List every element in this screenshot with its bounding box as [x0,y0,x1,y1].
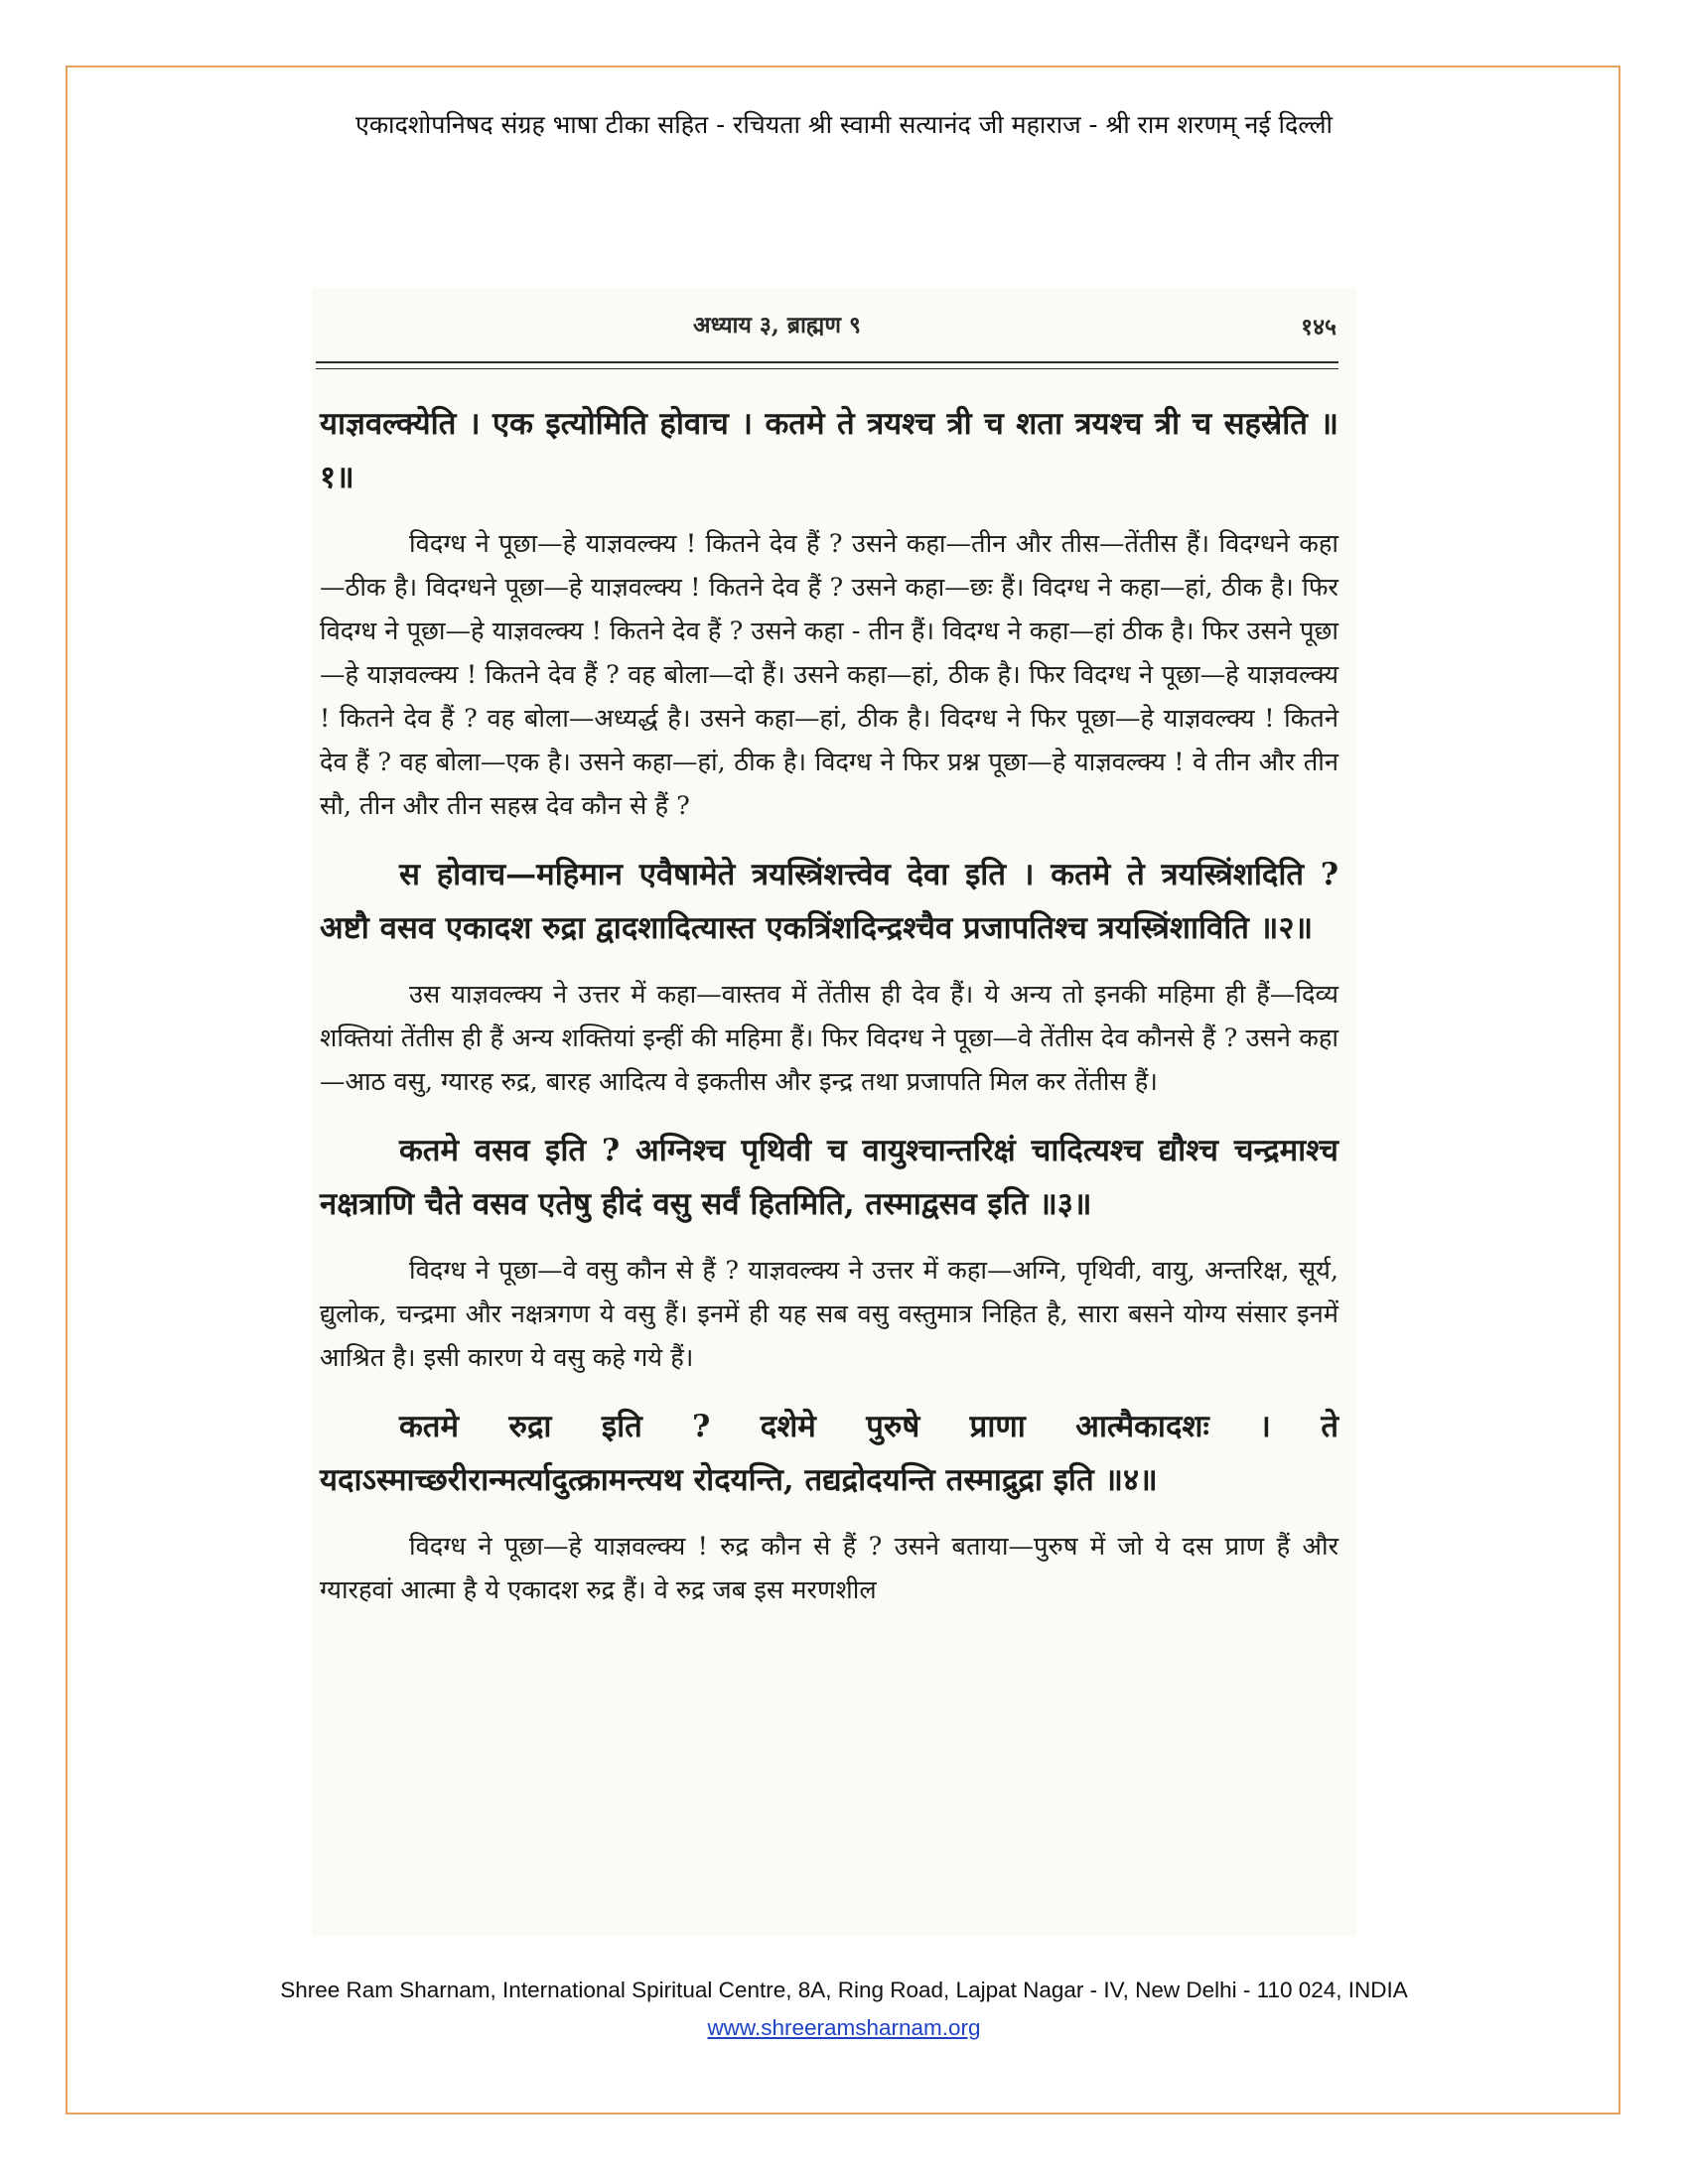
footer-website [0,2015,1688,2041]
header-rule [316,361,1338,369]
running-head [312,308,1356,347]
gloss-3: विदग्ध ने पूछा—वे वसु कौन से हैं ? याज्ञवल्क्य ने उत्तर में कहा—अग्नि, पृथिवी, वायु, अन्तरिक्ष, सूर्य, द्युलोक, चन्द्रमा और नक्षत्रगण ये वसु हैं। इनमें ही यह सब वसु वस्तुमात्र निहित है, सारा बसने योग्य संसार इनमें आश्रित है। इसी कारण ये वसु कहे गये हैं। [320,1256,1338,1373]
verse-4: कतमे रुद्रा इति ? दशेमे पुरुषे प्राणा आत्मैकादशः । ते यदाऽस्माच्छरीरान्मर्त्यादुत्क्रामन्त्यथ रोदयन्ति, तद्यद्रोदयन्ति तस्माद्रुद्रा इति ॥४॥ [320,1409,1338,1498]
footer-address: Shree Ram Sharnam, International Spiritual Centre, 8A, Ring Road, Lajpat Nagar - IV, New Delhi - 110 024, INDIA [280,1978,1408,2002]
verse-3: कतमे वसव इति ? अग्निश्च पृथिवी च वायुश्चान्तरिक्षं चादित्यश्च द्यौश्च चन्द्रमाश्च नक्षत्राणि चैते वसव एतेषु हीदं वसु सर्वं हितमिति, तस्माद्वसव इति ॥३॥ [320,1133,1338,1222]
chapter-heading: अध्याय ३, ब्राह्मण ९ [693,312,861,339]
website-link[interactable]: www.shreeramsharnam.org [707,2015,981,2040]
verse-1: याज्ञवल्क्येति । एक इत्योमिति होवाच । कतमे ते त्रयश्च त्री च शता त्रयश्च त्री च सहस्रेति ॥१॥ [320,406,1338,495]
gloss-4: विदग्ध ने पूछा—हे याज्ञवल्क्य ! रुद्र कौन से हैं ? उसने बताया—पुरुष में जो ये दस प्राण हैं और ग्यारहवां आत्मा है ये एकादश रुद्र हैं। वे रुद्र जब इस मरणशील [320,1532,1338,1605]
page-number: १४५ [1301,314,1336,341]
gloss-1: विदग्ध ने पूछा—हे याज्ञवल्क्य ! कितने देव हैं ? उसने कहा—तीन और तीस—तेंतीस हैं। विदग्धने कहा—ठीक है। विदग्धने पूछा—हे याज्ञवल्क्य ! कितने देव हैं ? उसने कहा—छः हैं। विदग्ध ने कहा—हां, ठीक है। फिर विदग्ध ने पूछा—हे याज्ञवल्क्य ! कितने देव हैं ? उसने कहा - तीन हैं। विदग्ध ने कहा—हां ठीक है। फिर उसने पूछा—हे याज्ञवल्क्य ! कितने देव हैं ? वह बोला—दो हैं। उसने कहा—हां, ठीक है। फिर विदग्ध ने पूछा—हे याज्ञवल्क्य ! कितने देव हैं ? वह बोला—अध्यर्द्ध है। उसने कहा—हां, ठीक है। विदग्ध ने फिर पूछा—हे याज्ञवल्क्य ! कितने देव हैं ? वह बोला—एक है। उसने कहा—हां, ठीक है। विदग्ध ने फिर प्रश्न पूछा—हे याज्ञवल्क्य ! वे तीन और तीन सौ, तीन और तीन सहस्र देव कौन से हैं ? [320,529,1338,821]
page-header: एकादशोपनिषद संग्रह भाषा टीका सहित - रचियता श्री स्वामी सत्यानंद जी महाराज - श्री राम शरणम् नई दिल्ली [355,110,1333,139]
text-body [320,397,1338,1632]
verse-2: स होवाच—महिमान एवैषामेते त्रयस्त्रिंशत्त्वेव देवा इति । कतमे ते त्रयस्त्रिंशदिति ? अष्टौ वसव एकादश रुद्रा द्वादशादित्यास्त एकत्रिंशदिन्द्रश्चैव प्रजापतिश्च त्रयस्त्रिंशाविति ॥२॥ [320,857,1338,946]
gloss-2: उस याज्ञवल्क्य ने उत्तर में कहा—वास्तव में तेंतीस ही देव हैं। ये अन्य तो इनकी महिमा ही हैं—दिव्य शक्तियां तेंतीस ही हैं अन्य शक्तियां इन्हीं की महिमा हैं। फिर विदग्ध ने पूछा—वे तेंतीस देव कौनसे हैं ? उसने कहा—आठ वसु, ग्यारह रुद्र, बारह आदित्य वे इकतीस और इन्द्र तथा प्रजापति मिल कर तेंतीस हैं। [320,980,1338,1097]
scanned-page [312,288,1356,1936]
